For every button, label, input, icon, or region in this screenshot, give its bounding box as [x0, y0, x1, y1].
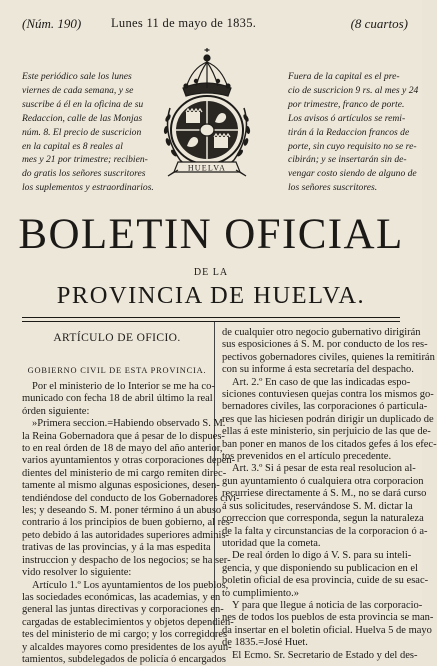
article-text-line: pectivos gobernadores civiles, quienes la remitirán	[222, 351, 435, 363]
article-text-line: trativas de las provincias, y á la mas espedita	[22, 542, 211, 554]
subscription-info-line: por trimestre, franco de porte.	[288, 98, 405, 110]
article-text-line: utoridad que la cometa.	[222, 537, 321, 549]
article-text-line: siciones contuviesen quejas contra los mismos go-	[222, 389, 434, 401]
article-text-line: á sus solicitudes, reservándose S. M. dictar la	[222, 500, 413, 512]
subscription-info-right	[288, 70, 419, 195]
article-text-line: tamente al mismo algunas esposiciones, desen-	[22, 480, 220, 492]
left-article-column	[22, 381, 240, 666]
subscription-info-line: vengar costo siendo de alguno de	[288, 168, 417, 180]
article-text-line: dientes del ministerio de mi cargo remiten direc-	[22, 467, 227, 479]
article-text-line: les; y deseando S. M. poner término á un abuso	[22, 505, 222, 517]
article-text-line: sus esposiciones á S. M. por conducto de los res-	[222, 339, 428, 351]
article-text-line: tamientos, subdelegados de policía ó encargados	[22, 653, 226, 665]
subscription-info-line: Fuera de la capital es el pre-	[288, 71, 400, 82]
article-text-line: peto debido á las autoridades superiores adminis-	[22, 529, 230, 541]
article-text-line: Y para que llegue á noticia de las corporacio-	[232, 599, 423, 611]
article-text-line: tendiéndose del conducto de los Gobernadores civi-	[22, 492, 240, 504]
article-text-line: gun ayuntamiento ó cualquiera otra corporacion	[222, 475, 424, 487]
article-text-line: con su informe á esta secretaría del despacho.	[222, 364, 414, 376]
article-text-line: municado con fecha 18 de abril último la real	[22, 393, 213, 405]
subscription-info-line: los señores suscritores.	[288, 182, 378, 194]
subscription-info-line: en la capital es 8 reales al	[22, 140, 123, 152]
article-text-line: tos prevenidos en el artículo precedente.	[222, 451, 392, 463]
issue-number: (Núm. 190)	[22, 16, 82, 31]
issue-price: (8 cuartos)	[350, 16, 408, 31]
crest-ribbon-text: HUELVA	[187, 163, 227, 173]
article-text-line: Artículo 1.º Los ayuntamientos de los pueblos,	[32, 579, 229, 591]
subscription-info-line: do gratis los señores suscritores	[22, 168, 146, 180]
article-text-line: De real órden lo digo á V. S. para su inteli-	[232, 550, 412, 562]
subscription-info-line: núm. 8. El precio de suscricion	[22, 126, 142, 138]
article-text-line: da insertar en el boletin oficial. Huelva 5 de mayo	[222, 624, 432, 636]
article-text-line: gencia, y que disponiendo su publicacion en el	[222, 562, 418, 574]
article-text-line: cargadas de establecimientos y objetos dependien-	[22, 616, 234, 628]
article-text-line: El Ecmo. Sr. Secretario de Estado y del des-	[232, 649, 418, 661]
subscription-info-line: los suplementos y estraordinarios.	[22, 182, 154, 194]
coat-of-arms-emblem	[148, 48, 266, 180]
title-divider	[22, 317, 400, 322]
newspaper-title: BOLETIN OFICIAL	[18, 211, 404, 258]
title-connector: DE LA	[193, 267, 229, 278]
article-text-line: ban poner en manos de los citados gefes á los efec-	[222, 438, 437, 450]
issue-date: Lunes 11 de mayo de 1835.	[111, 16, 257, 30]
article-text-line: ellas á este ministerio, sin perjuicio de las que de-	[222, 426, 431, 438]
subscription-info-line: porte, sin cuyo requisito no se re-	[288, 140, 417, 152]
subscription-info-left	[22, 70, 154, 195]
article-text-line: contrario á los principios de buen gobierno, al res-	[22, 517, 234, 529]
masthead-line	[22, 16, 408, 32]
article-text-line: Art. 2.º En caso de que las indicadas espo-	[232, 376, 411, 388]
article-text-line: »Primera seccion.=Habiendo observado S. M.	[32, 418, 226, 430]
subscription-info-line: Redaccion, calle de las Monjas	[22, 112, 143, 124]
article-text-line: boletin oficial de esa provincia, cuide de su esac-	[222, 575, 429, 587]
article-text-line: to cumplimiento.»	[222, 587, 299, 599]
article-text-line: varios ayuntamientos y otras corporaciones depen-	[22, 455, 236, 467]
article-text-line: y alcaldes mayores como presidentes de los ayun-	[22, 641, 232, 653]
article-text-line: la Reina Gobernadora que á pesar de lo dispues-	[22, 430, 225, 442]
subscription-info-line: mes y 21 por trimestre; recibien-	[22, 154, 148, 166]
article-text-line: de cualquier otro negocio gubernativo dirigirán	[222, 327, 421, 338]
subscription-info-line: Los avisos ó artículos se remi-	[288, 112, 406, 124]
subscription-info-line: tirán á la Redaccion francos de	[288, 126, 410, 138]
article-text-line: vido resolver lo siguiente:	[22, 567, 132, 579]
article-text-line: correccion que corresponda, segun la naturaleza	[222, 513, 424, 525]
article-text-line: Por el ministerio de lo Interior se me ha co-	[32, 381, 215, 392]
article-text-line: de la falta y circunstancias de la corporacion ó a-	[222, 525, 428, 537]
article-text-line: órden siguiente:	[22, 405, 90, 417]
article-text-line: Art. 3.º Si á pesar de esta real resolucion al-	[232, 463, 416, 475]
subscription-info-line: viernes de cada semana, y se	[22, 84, 134, 96]
section-heading: ARTÍCULO DE OFICIO.	[53, 332, 181, 344]
article-text-line: recurriese directamente á S. M., no se dará curso	[222, 488, 427, 500]
article-text-line: las sociedades económicas, las academias, y en	[22, 591, 221, 603]
subsection-heading: GOBIERNO CIVIL DE ESTA PROVINCIA.	[27, 366, 207, 375]
subscription-info-line: cio de suscricion 9 rs. al mes y 24	[288, 84, 419, 96]
article-text-line: de 1835.=José Huet.	[222, 637, 308, 649]
article-text-line: tes del ministerio de mi cargo; y los corregidores	[22, 629, 228, 641]
article-text-line: instruccion y despacho de los negocios; se ha ser-	[22, 554, 231, 566]
subscription-info-line: Este periódico sale los lunes	[22, 71, 132, 82]
subscription-info-line: cibirán; y se insertarán sin de-	[288, 154, 407, 166]
article-text-line: bernadores civiles, las corporaciones ó particula-	[222, 401, 428, 413]
right-article-column	[222, 327, 437, 662]
article-text-line: to en real órden de 18 de mayo del año anterior,	[22, 443, 223, 455]
subscription-info-line: suscribe á él en la oficina de su	[22, 98, 144, 110]
article-text-line: general las juntas directivas y corporaciones en-	[22, 604, 224, 616]
article-text-line: nes de todos los pueblos de esta provincia se man-	[222, 612, 434, 624]
newspaper-subtitle: PROVINCIA DE HUELVA.	[56, 282, 366, 309]
article-text-line: res que las hiciesen podrán dirigir un duplicado de	[222, 413, 434, 425]
